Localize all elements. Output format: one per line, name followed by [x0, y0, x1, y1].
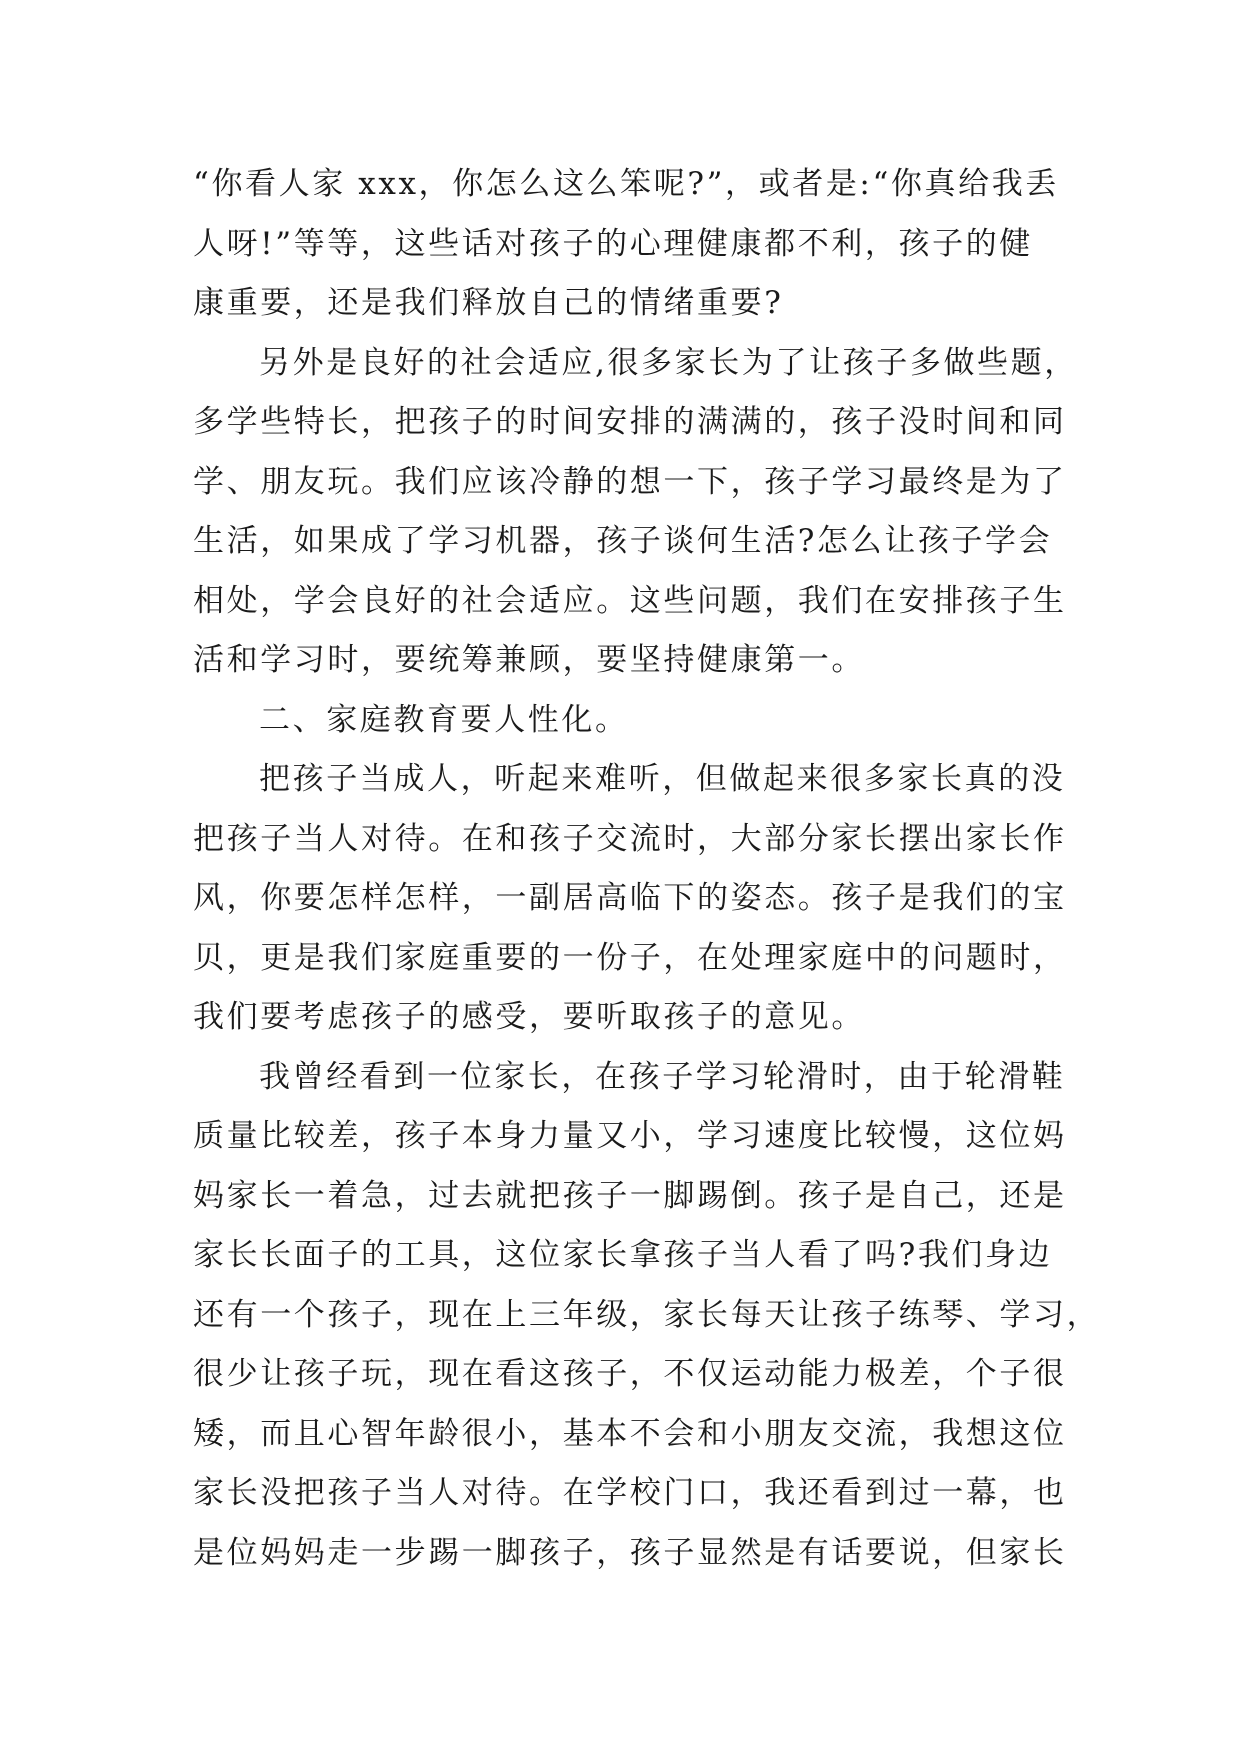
document-body [193, 155, 1101, 1583]
text-line: 矮，而且心智年龄很小，基本不会和小朋友交流，我想这位 [193, 1415, 1067, 1452]
text-line: 康重要，还是我们释放自己的情绪重要? [193, 285, 784, 321]
text-line: 家长没把孩子当人对待。在学校门口，我还看到过一幕，也 [193, 1475, 1067, 1511]
text-line: 把孩子当人对待。在和孩子交流时，大部分家长摆出家长作 [193, 820, 1067, 857]
text-line: 妈家长一着急，过去就把孩子一脚踢倒。孩子是自己，还是 [193, 1177, 1067, 1214]
text-line: 质量比较差，孩子本身力量又小，学习速度比较慢，这位妈 [193, 1118, 1067, 1154]
text-line: 贝，更是我们家庭重要的一份子，在处理家庭中的问题时， [193, 939, 1067, 976]
text-line: 人呀!”等等，这些话对孩子的心理健康都不利，孩子的健 [193, 225, 1033, 262]
paragraph-first-line: 另外是良好的社会适应,很多家长为了让孩子多做些题， [259, 344, 1078, 381]
text-line: 很少让孩子玩，现在看这孩子，不仅运动能力极差，个子很 [193, 1356, 1067, 1392]
text-line: 活和学习时，要统筹兼顾，要坚持健康第一。 [193, 642, 865, 678]
paragraph-first-line: 我曾经看到一位家长，在孩子学习轮滑时，由于轮滑鞋 [259, 1058, 1066, 1095]
text-line: 生活，如果成了学习机器，孩子谈何生活?怎么让孩子学会 [193, 523, 1053, 559]
text-line: 风，你要怎样怎样，一副居高临下的姿态。孩子是我们的宝 [193, 880, 1067, 916]
text-line: 相处，学会良好的社会适应。这些问题，我们在安排孩子生 [193, 582, 1067, 619]
text-line: 多学些特长，把孩子的时间安排的满满的，孩子没时间和同 [193, 404, 1067, 440]
text-line: 我们要考虑孩子的感受，要听取孩子的意见。 [193, 999, 865, 1035]
text-line: 学、朋友玩。我们应该冷静的想一下，孩子学习最终是为了 [193, 463, 1067, 500]
text-line: 还有一个孩子，现在上三年级，家长每天让孩子练琴、学习， [193, 1296, 1101, 1333]
paragraph-first-line: 把孩子当成人，听起来难听，但做起来很多家长真的没 [259, 761, 1066, 797]
text-line: 家长长面子的工具，这位家长拿孩子当人看了吗?我们身边 [193, 1237, 1053, 1273]
section-heading: 二、家庭教育要人性化。 [259, 701, 629, 738]
text-line: 是位妈妈走一步踢一脚孩子，孩子显然是有话要说，但家长 [193, 1534, 1067, 1571]
text-line: “你看人家 xxx，你怎么这么笨呢?”，或者是:“你真给我丢 [193, 166, 1059, 202]
